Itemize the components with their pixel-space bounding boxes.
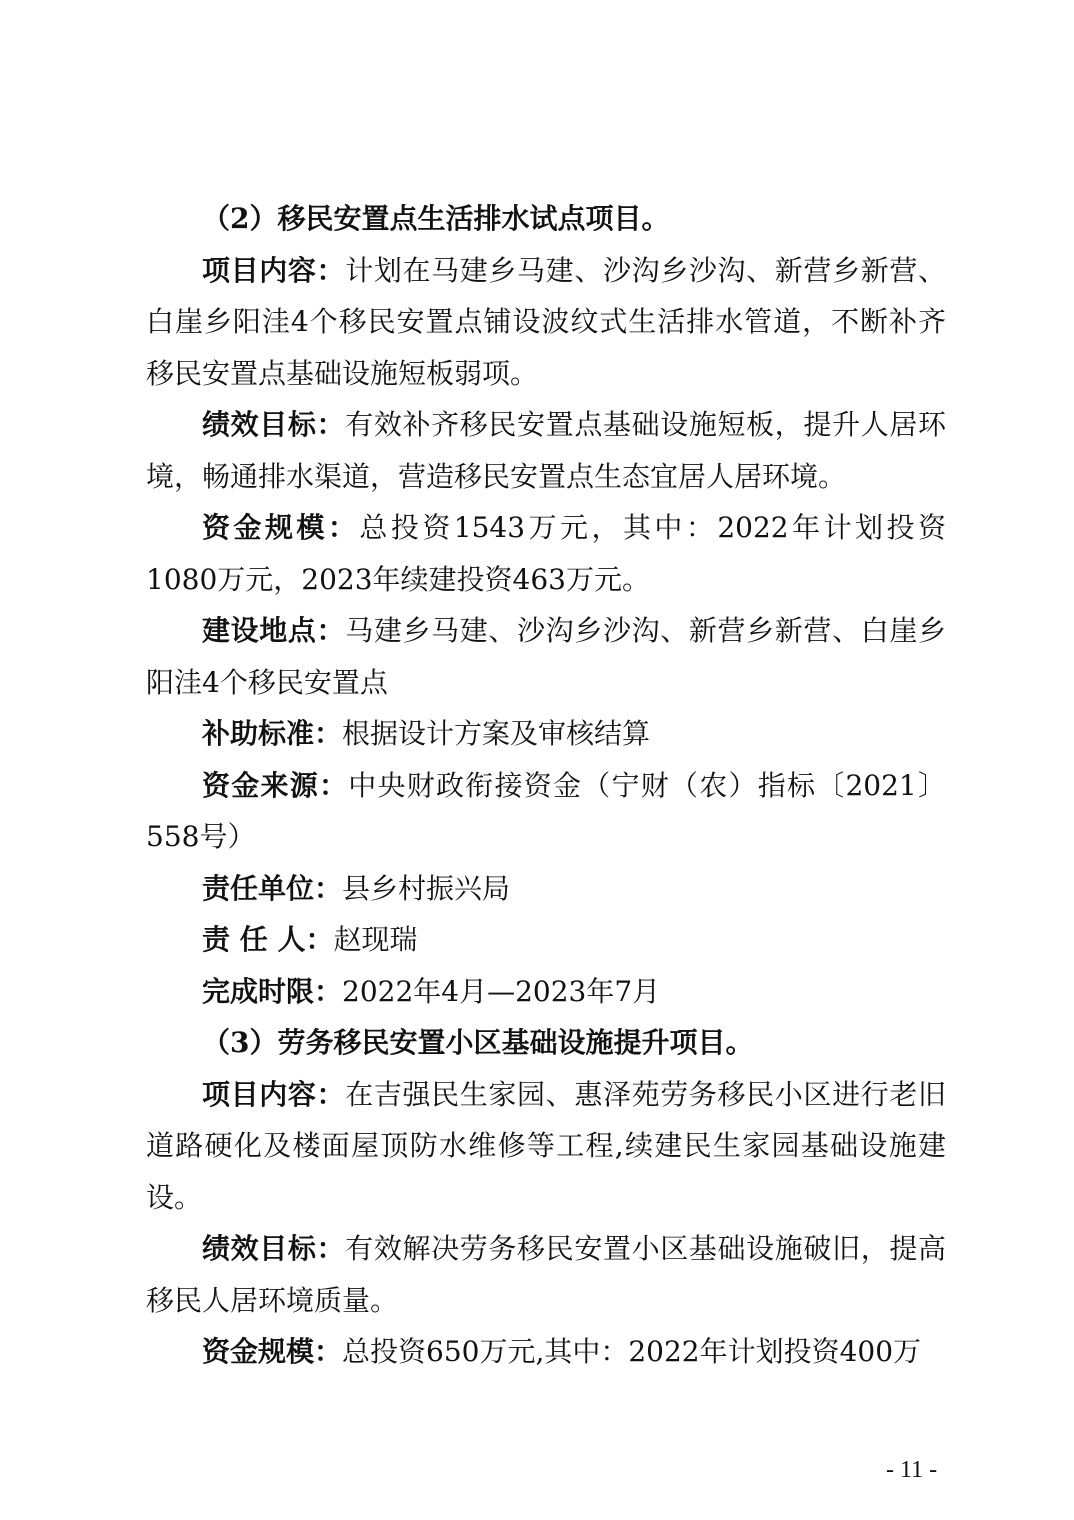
deadline-label: 完成时限： xyxy=(202,974,343,1008)
unit-label: 责任单位： xyxy=(202,871,343,905)
content-text: 计划在马建乡马建、沙沟乡沙沟、新营乡新营、白崖乡阳洼4个移民安置点铺设波纹式生活排水管道，不断补齐移民安置点基础设施短板弱项。 xyxy=(146,253,946,390)
page-body xyxy=(146,193,946,1378)
deadline-text: 2022年4月—2023年7月 xyxy=(342,974,661,1008)
section-2-standard xyxy=(146,708,946,760)
fund-label: 资金规模： xyxy=(202,511,360,544)
section-2-heading: （2）移民安置点生活排水试点项目。 xyxy=(202,202,670,235)
section-3-fund xyxy=(146,1326,946,1378)
unit-text: 县乡村振兴局 xyxy=(342,871,511,905)
section-2-deadline xyxy=(146,966,946,1018)
goal-label: 绩效目标： xyxy=(202,408,346,441)
person-label: 责 任 人： xyxy=(202,923,334,956)
standard-label: 补助标准： xyxy=(202,717,343,750)
content-text: 在吉强民生家园、惠泽苑劳务移民小区进行老旧道路硬化及楼面屋顶防水维修等工程,续建民生家园基础设施建设。 xyxy=(146,1077,946,1214)
section-2-content xyxy=(146,245,946,400)
content-label: 项目内容： xyxy=(202,253,346,287)
section-2-goal xyxy=(146,399,946,502)
section-2-location xyxy=(146,605,946,708)
source-text: 中央财政衔接资金（宁财（农）指标〔2021〕558号） xyxy=(146,768,946,853)
standard-text: 根据设计方案及审核结算 xyxy=(342,717,651,750)
section-2-fund xyxy=(146,502,946,605)
section-3-heading: （3）劳务移民安置小区基础设施提升项目。 xyxy=(202,1026,754,1059)
person-text: 赵现瑞 xyxy=(333,923,418,956)
goal-text: 有效补齐移民安置点基础设施短板，提升人居环境，畅通排水渠道，营造移民安置点生态宜居人居环境。 xyxy=(146,408,946,493)
section-3-goal xyxy=(146,1223,946,1326)
location-text: 马建乡马建、沙沟乡沙沟、新营乡新营、白崖乡阳洼4个移民安置点 xyxy=(146,614,946,699)
fund-text: 总投资1543万元，其中：2022年计划投资1080万元，2023年续建投资463万元。 xyxy=(146,511,946,596)
section-2-person xyxy=(146,914,946,966)
goal-text: 有效解决劳务移民安置小区基础设施破旧，提高移民人居环境质量。 xyxy=(146,1232,946,1317)
section-2-source xyxy=(146,760,946,863)
section-3-content xyxy=(146,1069,946,1224)
fund-text: 总投资650万元,其中：2022年计划投资400万 xyxy=(342,1335,922,1368)
goal-label: 绩效目标： xyxy=(202,1232,346,1265)
source-label: 资金来源： xyxy=(202,768,349,802)
location-label: 建设地点： xyxy=(202,614,346,647)
fund-label: 资金规模： xyxy=(202,1335,343,1368)
page-number: - 11 - xyxy=(886,1457,938,1483)
content-label: 项目内容： xyxy=(202,1077,346,1111)
section-2-unit xyxy=(146,863,946,915)
